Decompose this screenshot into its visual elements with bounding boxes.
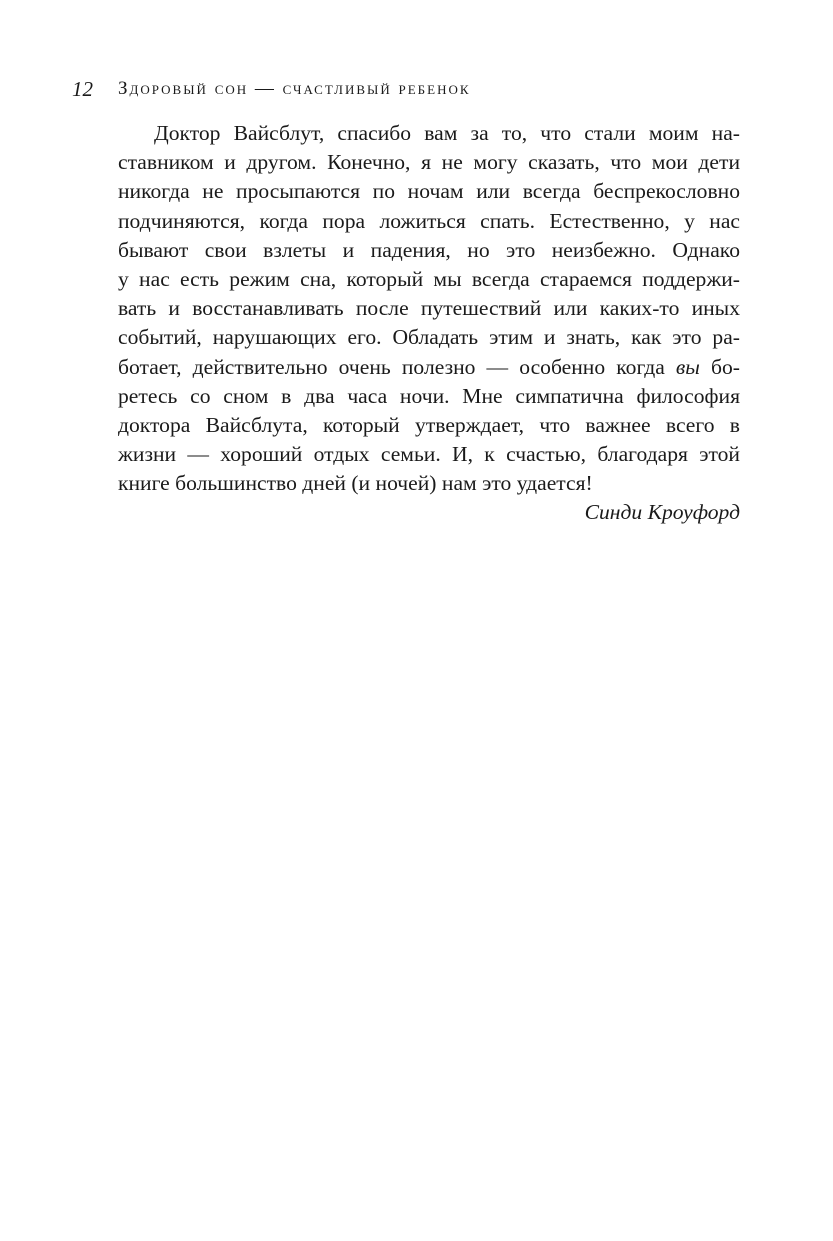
text-line: ретесь со сном в два часа ночи. Мне симпатична философия <box>118 383 740 408</box>
text-line: бывают свои взлеты и падения, но это неизбежно. Однако <box>118 237 740 262</box>
text-line: вать и восстанавливать после путешествий или каких-то иных <box>118 296 740 321</box>
testimonial-paragraph <box>118 119 740 528</box>
emphasized-word: вы <box>675 354 700 379</box>
book-title: Здоровый сон — счастливый ребенок <box>118 78 471 99</box>
text-line: Доктор Вайсблут, спасибо вам за то, что стали моим на- <box>154 121 740 145</box>
text-line: подчиняются, когда пора ложиться спать. Естественно, у нас <box>118 208 740 233</box>
text-line: доктора Вайсблута, который утверждает, что важнее всего в <box>118 412 740 437</box>
author-signature: Синди Кроуфорд <box>584 500 740 525</box>
text-line: никогда не просыпаются по ночам или всегда беспрекословно <box>118 179 740 204</box>
text-line: книге большинство дней (и ночей) нам это удается! <box>118 471 593 496</box>
text-segment: бо- <box>699 354 740 379</box>
text-line: жизни — хороший отдых семьи. И, к счастью, благодаря этой <box>118 442 740 467</box>
text-line: событий, нарушающих его. Обладать этим и знать, как это ра- <box>118 325 740 350</box>
running-header <box>72 76 752 102</box>
page-number: 12 <box>72 77 93 101</box>
text-line <box>118 353 740 382</box>
text-line: ставником и другом. Конечно, я не могу сказать, что мои дети <box>118 150 740 175</box>
text-line: у нас есть режим сна, который мы всегда стараемся поддержи- <box>118 266 740 291</box>
text-segment: ботает, действительно очень полезно — особенно когда <box>118 354 676 379</box>
